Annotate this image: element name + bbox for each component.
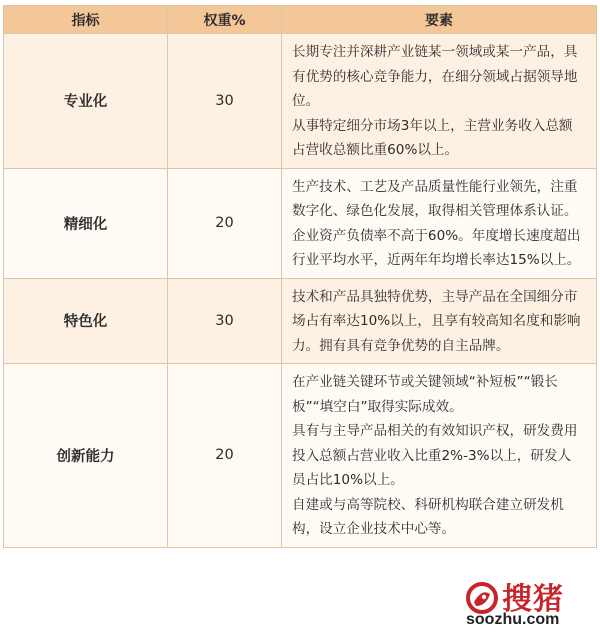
indicator-name: 专业化	[4, 34, 168, 169]
description-paragraph: 具有与主导产品相关的有效知识产权，研发费用投入总额占营业收入比重2%-3%以上，研发人员占比10%以上。	[292, 423, 578, 488]
table-row	[4, 34, 597, 169]
indicator-weight: 30	[168, 34, 282, 169]
indicator-weight: 20	[168, 168, 282, 278]
indicator-description	[282, 278, 597, 364]
description-paragraph: 生产技术、工艺及产品质量性能行业领先，注重数字化、绿色化发展，取得相关管理体系认证。企业资产负债率不高于60%。年度增长速度超出行业平均水平，近两年年均增长率达15%以上。	[292, 178, 581, 268]
indicator-weight: 20	[168, 364, 282, 548]
indicator-weight: 30	[168, 278, 282, 364]
indicator-description	[282, 168, 597, 278]
description-paragraph: 技术和产品具独特优势，主导产品在全国细分市场占有率达10%以上，且享有较高知名度和影响力。拥有具有竞争优势的自主品牌。	[292, 288, 581, 354]
header-row	[4, 6, 597, 34]
description-paragraph: 自建或与高等院校、科研机构联合建立研发机构，设立企业技术中心等。	[292, 496, 564, 537]
criteria-table	[3, 5, 597, 548]
header-indicator: 指标	[4, 6, 168, 34]
watermark-brand: 搜猪	[502, 582, 564, 617]
indicator-name: 特色化	[4, 278, 168, 364]
description-paragraph: 从事特定细分市场3年以上，主营业务收入总额占营收总额比重60%以上。	[292, 117, 573, 158]
header-elements: 要素	[282, 6, 597, 34]
table-row	[4, 168, 597, 278]
indicator-name: 创新能力	[4, 364, 168, 548]
table-row	[4, 364, 597, 548]
header-weight: 权重%	[168, 6, 282, 34]
description-paragraph: 在产业链关键环节或关键领域“补短板”“锻长板”“填空白”取得实际成效。	[292, 374, 558, 415]
watermark-url: soozhu.com	[466, 611, 560, 628]
table-row	[4, 278, 597, 364]
indicator-name: 精细化	[4, 168, 168, 278]
description-paragraph: 长期专注并深耕产业链某一领域或某一产品，具有优势的核心竞争能力，在细分领域占据领导地位。	[292, 44, 578, 109]
indicator-description	[282, 34, 597, 169]
indicator-description	[282, 364, 597, 548]
soozhu-watermark	[464, 578, 592, 628]
